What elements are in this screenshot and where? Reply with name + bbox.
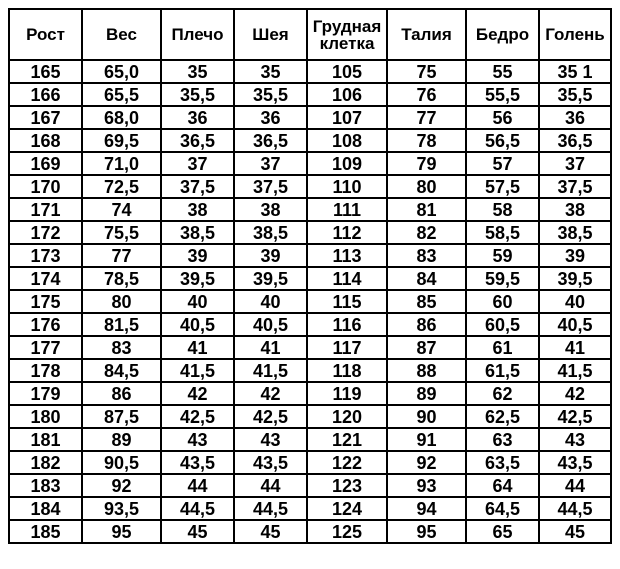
- cell-weight: 74: [82, 198, 161, 221]
- cell-weight: 69,5: [82, 129, 161, 152]
- cell-thigh: 64: [466, 474, 539, 497]
- cell-waist: 76: [387, 83, 466, 106]
- header-weight: Вес: [82, 9, 161, 60]
- cell-chest: 122: [307, 451, 387, 474]
- cell-neck: 42: [234, 382, 307, 405]
- cell-shoulder: 44: [161, 474, 234, 497]
- header-neck: Шея: [234, 9, 307, 60]
- cell-height: 173: [9, 244, 82, 267]
- cell-chest: 117: [307, 336, 387, 359]
- cell-shoulder: 42: [161, 382, 234, 405]
- cell-height: 167: [9, 106, 82, 129]
- cell-height: 180: [9, 405, 82, 428]
- table-row: [9, 336, 611, 359]
- cell-height: 170: [9, 175, 82, 198]
- cell-calf: 43: [539, 428, 611, 451]
- cell-neck: 43,5: [234, 451, 307, 474]
- cell-height: 182: [9, 451, 82, 474]
- cell-calf: 42,5: [539, 405, 611, 428]
- cell-height: 184: [9, 497, 82, 520]
- cell-neck: 44: [234, 474, 307, 497]
- cell-height: 179: [9, 382, 82, 405]
- cell-neck: 37,5: [234, 175, 307, 198]
- cell-shoulder: 36,5: [161, 129, 234, 152]
- cell-calf: 40,5: [539, 313, 611, 336]
- cell-waist: 83: [387, 244, 466, 267]
- cell-shoulder: 38: [161, 198, 234, 221]
- cell-neck: 38,5: [234, 221, 307, 244]
- cell-calf: 35,5: [539, 83, 611, 106]
- cell-height: 177: [9, 336, 82, 359]
- table-row: [9, 60, 611, 83]
- cell-thigh: 55,5: [466, 83, 539, 106]
- cell-waist: 90: [387, 405, 466, 428]
- table-row: [9, 451, 611, 474]
- cell-shoulder: 41: [161, 336, 234, 359]
- cell-shoulder: 41,5: [161, 359, 234, 382]
- cell-waist: 93: [387, 474, 466, 497]
- cell-weight: 92: [82, 474, 161, 497]
- cell-chest: 125: [307, 520, 387, 543]
- table-row: [9, 405, 611, 428]
- cell-height: 176: [9, 313, 82, 336]
- cell-height: 172: [9, 221, 82, 244]
- cell-thigh: 57: [466, 152, 539, 175]
- cell-calf: 41: [539, 336, 611, 359]
- cell-chest: 107: [307, 106, 387, 129]
- cell-neck: 35: [234, 60, 307, 83]
- cell-weight: 93,5: [82, 497, 161, 520]
- size-chart-table: [8, 8, 612, 544]
- cell-neck: 38: [234, 198, 307, 221]
- header-shoulder: Плечо: [161, 9, 234, 60]
- cell-waist: 84: [387, 267, 466, 290]
- table-row: [9, 83, 611, 106]
- cell-chest: 105: [307, 60, 387, 83]
- cell-neck: 45: [234, 520, 307, 543]
- cell-calf: 38: [539, 198, 611, 221]
- cell-chest: 118: [307, 359, 387, 382]
- cell-weight: 87,5: [82, 405, 161, 428]
- cell-shoulder: 39: [161, 244, 234, 267]
- table-row: [9, 244, 611, 267]
- cell-shoulder: 43,5: [161, 451, 234, 474]
- cell-waist: 79: [387, 152, 466, 175]
- header-height: Рост: [9, 9, 82, 60]
- cell-chest: 108: [307, 129, 387, 152]
- table-row: [9, 175, 611, 198]
- cell-calf: 44: [539, 474, 611, 497]
- cell-height: 181: [9, 428, 82, 451]
- cell-shoulder: 39,5: [161, 267, 234, 290]
- cell-thigh: 60: [466, 290, 539, 313]
- cell-shoulder: 40: [161, 290, 234, 313]
- cell-shoulder: 37: [161, 152, 234, 175]
- cell-neck: 37: [234, 152, 307, 175]
- cell-calf: 41,5: [539, 359, 611, 382]
- cell-chest: 109: [307, 152, 387, 175]
- cell-waist: 95: [387, 520, 466, 543]
- cell-shoulder: 37,5: [161, 175, 234, 198]
- cell-waist: 88: [387, 359, 466, 382]
- cell-shoulder: 38,5: [161, 221, 234, 244]
- cell-neck: 35,5: [234, 83, 307, 106]
- cell-calf: 37: [539, 152, 611, 175]
- cell-calf: 36,5: [539, 129, 611, 152]
- cell-weight: 75,5: [82, 221, 161, 244]
- cell-calf: 42: [539, 382, 611, 405]
- cell-waist: 87: [387, 336, 466, 359]
- cell-height: 178: [9, 359, 82, 382]
- cell-calf: 38,5: [539, 221, 611, 244]
- cell-waist: 92: [387, 451, 466, 474]
- cell-waist: 78: [387, 129, 466, 152]
- cell-waist: 75: [387, 60, 466, 83]
- cell-thigh: 63: [466, 428, 539, 451]
- cell-waist: 85: [387, 290, 466, 313]
- cell-height: 165: [9, 60, 82, 83]
- cell-weight: 81,5: [82, 313, 161, 336]
- cell-calf: 39,5: [539, 267, 611, 290]
- cell-weight: 80: [82, 290, 161, 313]
- cell-thigh: 56: [466, 106, 539, 129]
- cell-thigh: 56,5: [466, 129, 539, 152]
- cell-height: 174: [9, 267, 82, 290]
- cell-neck: 39,5: [234, 267, 307, 290]
- header-thigh: Бедро: [466, 9, 539, 60]
- cell-waist: 77: [387, 106, 466, 129]
- cell-thigh: 59: [466, 244, 539, 267]
- cell-neck: 41,5: [234, 359, 307, 382]
- cell-neck: 40,5: [234, 313, 307, 336]
- cell-shoulder: 44,5: [161, 497, 234, 520]
- cell-chest: 119: [307, 382, 387, 405]
- table-row: [9, 428, 611, 451]
- cell-shoulder: 35: [161, 60, 234, 83]
- cell-height: 168: [9, 129, 82, 152]
- header-chest: Грудная клетка: [307, 9, 387, 60]
- cell-thigh: 61,5: [466, 359, 539, 382]
- cell-calf: 39: [539, 244, 611, 267]
- cell-weight: 78,5: [82, 267, 161, 290]
- cell-neck: 42,5: [234, 405, 307, 428]
- cell-waist: 80: [387, 175, 466, 198]
- table-row: [9, 382, 611, 405]
- cell-neck: 36: [234, 106, 307, 129]
- cell-neck: 39: [234, 244, 307, 267]
- cell-calf: 44,5: [539, 497, 611, 520]
- cell-thigh: 58: [466, 198, 539, 221]
- cell-weight: 89: [82, 428, 161, 451]
- cell-calf: 43,5: [539, 451, 611, 474]
- cell-calf: 35 1: [539, 60, 611, 83]
- cell-chest: 123: [307, 474, 387, 497]
- cell-weight: 72,5: [82, 175, 161, 198]
- header-calf: Голень: [539, 9, 611, 60]
- cell-chest: 111: [307, 198, 387, 221]
- cell-weight: 83: [82, 336, 161, 359]
- cell-thigh: 62,5: [466, 405, 539, 428]
- cell-height: 185: [9, 520, 82, 543]
- cell-chest: 115: [307, 290, 387, 313]
- cell-chest: 124: [307, 497, 387, 520]
- cell-weight: 71,0: [82, 152, 161, 175]
- cell-chest: 113: [307, 244, 387, 267]
- table-row: [9, 290, 611, 313]
- cell-thigh: 61: [466, 336, 539, 359]
- table-row: [9, 359, 611, 382]
- table-row: [9, 152, 611, 175]
- cell-waist: 89: [387, 382, 466, 405]
- cell-chest: 121: [307, 428, 387, 451]
- cell-weight: 90,5: [82, 451, 161, 474]
- cell-chest: 110: [307, 175, 387, 198]
- cell-weight: 86: [82, 382, 161, 405]
- table-row: [9, 198, 611, 221]
- cell-shoulder: 42,5: [161, 405, 234, 428]
- cell-neck: 41: [234, 336, 307, 359]
- cell-shoulder: 40,5: [161, 313, 234, 336]
- cell-weight: 65,0: [82, 60, 161, 83]
- cell-thigh: 65: [466, 520, 539, 543]
- cell-neck: 36,5: [234, 129, 307, 152]
- cell-weight: 77: [82, 244, 161, 267]
- cell-calf: 45: [539, 520, 611, 543]
- cell-height: 169: [9, 152, 82, 175]
- cell-thigh: 63,5: [466, 451, 539, 474]
- cell-neck: 40: [234, 290, 307, 313]
- cell-waist: 94: [387, 497, 466, 520]
- cell-shoulder: 36: [161, 106, 234, 129]
- cell-neck: 44,5: [234, 497, 307, 520]
- table-row: [9, 497, 611, 520]
- cell-waist: 91: [387, 428, 466, 451]
- cell-thigh: 59,5: [466, 267, 539, 290]
- cell-weight: 68,0: [82, 106, 161, 129]
- cell-thigh: 60,5: [466, 313, 539, 336]
- cell-height: 166: [9, 83, 82, 106]
- table-row: [9, 106, 611, 129]
- cell-neck: 43: [234, 428, 307, 451]
- cell-chest: 114: [307, 267, 387, 290]
- cell-thigh: 62: [466, 382, 539, 405]
- cell-chest: 116: [307, 313, 387, 336]
- table-row: [9, 267, 611, 290]
- header-row: [9, 9, 611, 60]
- cell-chest: 106: [307, 83, 387, 106]
- cell-chest: 112: [307, 221, 387, 244]
- cell-height: 175: [9, 290, 82, 313]
- table-row: [9, 129, 611, 152]
- cell-shoulder: 43: [161, 428, 234, 451]
- cell-thigh: 55: [466, 60, 539, 83]
- header-waist: Талия: [387, 9, 466, 60]
- cell-thigh: 64,5: [466, 497, 539, 520]
- cell-thigh: 57,5: [466, 175, 539, 198]
- cell-calf: 40: [539, 290, 611, 313]
- cell-weight: 84,5: [82, 359, 161, 382]
- cell-shoulder: 35,5: [161, 83, 234, 106]
- table-row: [9, 313, 611, 336]
- cell-height: 171: [9, 198, 82, 221]
- table-row: [9, 474, 611, 497]
- cell-height: 183: [9, 474, 82, 497]
- cell-waist: 81: [387, 198, 466, 221]
- cell-shoulder: 45: [161, 520, 234, 543]
- cell-weight: 65,5: [82, 83, 161, 106]
- cell-thigh: 58,5: [466, 221, 539, 244]
- cell-waist: 86: [387, 313, 466, 336]
- cell-calf: 37,5: [539, 175, 611, 198]
- table-row: [9, 221, 611, 244]
- table-row: [9, 520, 611, 543]
- cell-chest: 120: [307, 405, 387, 428]
- cell-waist: 82: [387, 221, 466, 244]
- cell-weight: 95: [82, 520, 161, 543]
- cell-calf: 36: [539, 106, 611, 129]
